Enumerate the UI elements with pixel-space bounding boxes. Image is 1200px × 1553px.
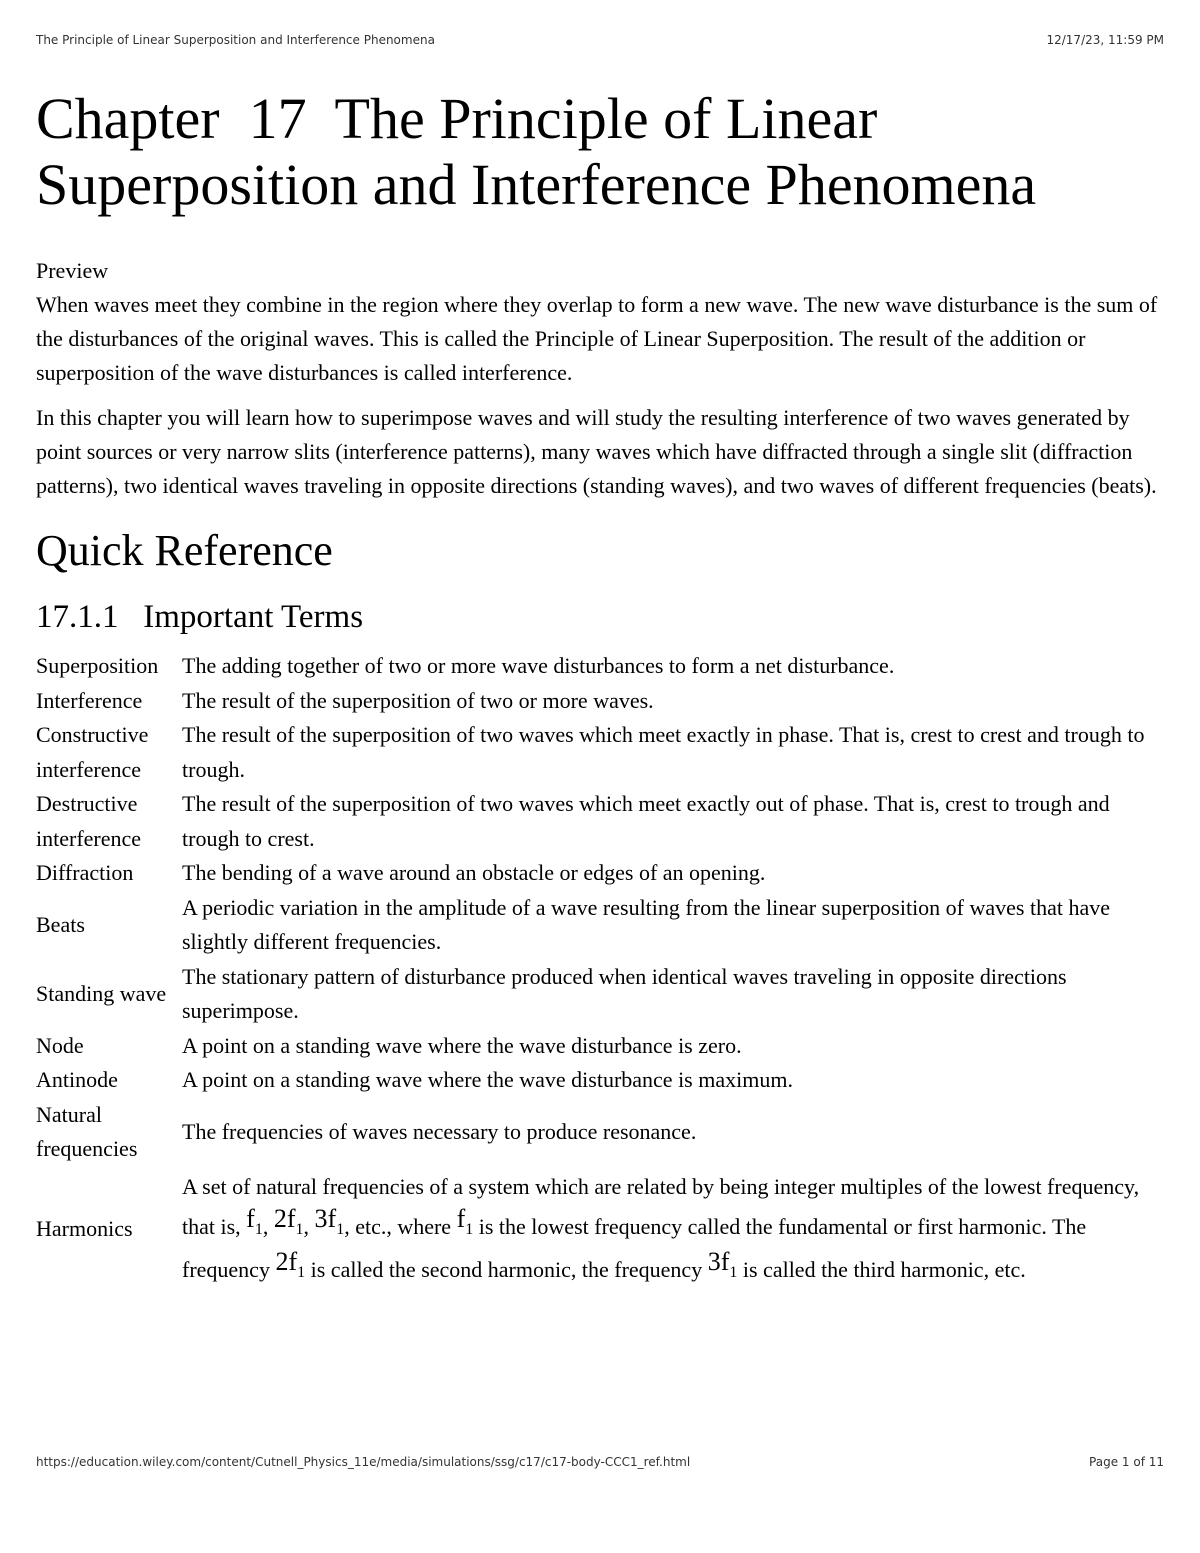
term-name: Node [36,1032,84,1058]
separator: , [262,1213,274,1239]
term-definition: The stationary pattern of disturbance produced when identical waves traveling in opposite directions superimpose. [182,963,1067,1023]
harmonics-text: is the lowest frequency called the fundamental or first harmonic. The frequency [182,1213,1087,1282]
table-row [36,787,1166,856]
term-name: Harmonics [36,1215,133,1241]
math-2f: 2f [275,1246,298,1276]
harmonics-text: A set of natural frequencies of a system which are related by being integer multiples of the lowest frequency, that is, [182,1173,1140,1239]
math-3f: 3f [314,1203,337,1233]
term-definition: The adding together of two or more wave disturbances to form a net disturbance. [182,653,895,678]
term-definition: A periodic variation in the amplitude of a wave resulting from the linear superposition of waves that have slightly different frequencies. [182,894,1111,954]
term-name: Natural frequencies [36,1101,138,1161]
table-row [36,1029,1166,1064]
table-row [36,684,1166,719]
table-row [36,1167,1166,1292]
math-subscript: 1 [297,1263,306,1281]
table-row [36,1098,1166,1167]
table-row [36,891,1166,960]
separator: , [303,1213,315,1239]
document-body [36,86,1166,1292]
term-name: Superposition [36,653,159,678]
preview-label: Preview [36,258,109,283]
table-row [36,960,1166,1029]
important-terms-heading: 17.1.1 Important Terms [36,599,364,635]
print-footer [36,1455,1164,1469]
term-definition [182,1167,1166,1292]
math-3f: 3f [707,1246,730,1276]
footer-url[interactable]: https://education.wiley.com/content/Cutnell_Physics_11e/media/simulations/ssg/c17/c17-body-CCC1_ref.html [36,1455,691,1469]
terms-table [36,649,1166,1292]
term-name: Interference [36,687,143,713]
table-row [36,856,1166,891]
term-name: Constructive interference [36,722,149,782]
quick-reference-heading: Quick Reference [36,526,333,575]
preview-paragraph-2: In this chapter you will learn how to superimpose waves and will study the resulting interference of two waves generated by point sources or very narrow slits (interference patterns), many waves which have diffracted through a single slit (diffraction patterns), two identical waves traveling in opposite directions (standing waves), and two waves of different frequencies (beats). [36,405,1157,498]
term-name: Diffraction [36,860,134,885]
harmonics-text: is called the second harmonic, the frequency [305,1256,708,1282]
term-name: Antinode [36,1067,118,1092]
math-2f: 2f [273,1203,296,1233]
harmonics-text: is called the third harmonic, etc. [737,1256,1026,1282]
math-subscript: 1 [254,1220,263,1238]
harmonics-text: , etc., where [344,1213,457,1239]
math-subscript: 1 [729,1263,738,1281]
term-definition: The result of the superposition of two waves which meet exactly in phase. That is, crest to crest and trough to trough. [182,722,1145,782]
term-definition: A point on a standing wave where the wave disturbance is zero. [182,1032,742,1058]
print-header [36,33,1164,47]
term-definition: A point on a standing wave where the wave disturbance is maximum. [182,1067,793,1092]
term-definition: The result of the superposition of two waves which meet exactly out of phase. That is, crest to trough and trough to crest. [182,791,1110,851]
math-f: f [456,1203,466,1233]
term-definition: The frequencies of waves necessary to produce resonance. [182,1118,697,1144]
chapter-title: Chapter 17 The Principle of Linear Superposition and Interference Phenomena [36,86,1037,217]
page-number: Page 1 of 11 [1089,1455,1164,1469]
header-timestamp: 12/17/23, 11:59 PM [1046,33,1164,47]
table-row [36,649,1166,684]
math-subscript: 1 [295,1220,304,1238]
math-f: f [246,1203,255,1233]
preview-paragraph-1: When waves meet they combine in the region where they overlap to form a new wave. The new wave disturbance is the sum of the disturbances of the original waves. This is called the Principle of Linear Superposition. The result of the addition or superposition of the wave disturbances is called interference. [36,292,1158,385]
table-row [36,1063,1166,1098]
term-name: Standing wave [36,980,167,1006]
term-name: Destructive interference [36,791,142,851]
term-definition: The bending of a wave around an obstacle or edges of an opening. [182,860,766,885]
math-subscript: 1 [465,1220,474,1238]
math-subscript: 1 [336,1220,345,1238]
term-name: Beats [36,911,85,937]
header-doc-title: The Principle of Linear Superposition and Interference Phenomena [36,33,435,47]
term-definition: The result of the superposition of two or more waves. [182,687,654,713]
table-row [36,718,1166,787]
